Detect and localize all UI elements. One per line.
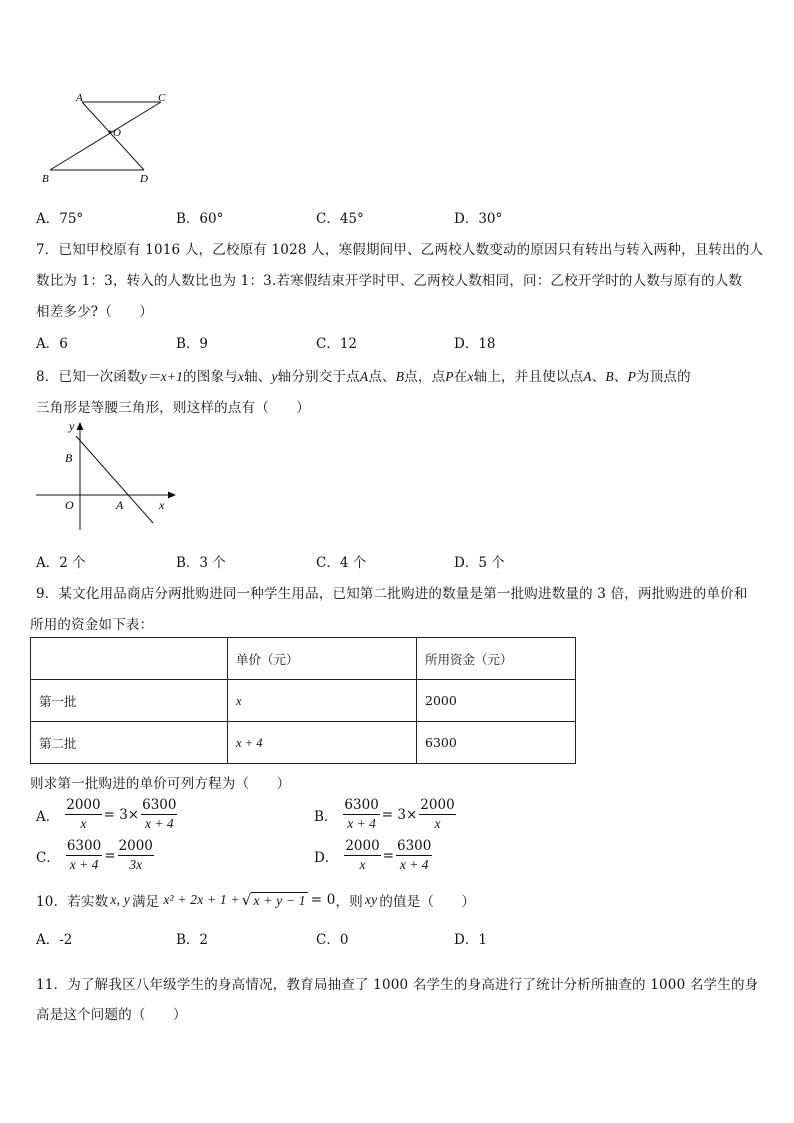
- q9-after-text: 则求第一批购进的单价可列方程为（ ）: [30, 776, 291, 792]
- table-cell: 2000: [417, 680, 576, 722]
- q7-text-line2: 数比为 1：3，转入的人数比也为 1：3.若寒假结束开学时甲、乙两校人数相同，问：乙校开学时的人数与原有的人数: [36, 273, 743, 289]
- q7-option-d[interactable]: D．18: [454, 336, 496, 352]
- q11-text-line2: 高是这个问题的（ ）: [36, 1007, 187, 1023]
- q10-option-c[interactable]: C．0: [316, 932, 349, 948]
- q6-label-O: O: [113, 127, 121, 139]
- q11-text-line1: 11．为了解我区八年级学生的身高情况，教育局抽查了 1000 名学生的身高进行了统计分析所抽查的 1000 名学生的身: [36, 977, 759, 993]
- q6-label-A: A: [76, 92, 83, 104]
- q10-option-a[interactable]: A．-2: [36, 932, 73, 948]
- q10-option-b[interactable]: B．2: [176, 932, 209, 948]
- q9-option-c[interactable]: C． $\frac{6300}{x + 4}$ = $\frac{2000}{3x}$: [36, 838, 153, 872]
- table-cell: 第一批: [31, 680, 228, 722]
- q6-option-d[interactable]: D．30°: [454, 211, 503, 227]
- q9-option-a[interactable]: A． $\frac{2000}{x}$ = 3× $\frac{6300}{x + 4}$: [36, 797, 177, 831]
- q7-option-a[interactable]: A．6: [36, 336, 68, 352]
- q7-text-line1: 7．已知甲校原有 1016 人，乙校原有 1028 人，寒假期间甲、乙两校人数变动的原因只有转出与转入两种，且转出的人: [36, 242, 764, 258]
- q8-label-A: A: [116, 498, 124, 512]
- q9-price-table: [30, 637, 576, 764]
- q6-option-a[interactable]: A．75°: [36, 211, 84, 227]
- table-cell: 第二批: [31, 722, 228, 764]
- table-cell: x + 4: [228, 722, 417, 764]
- q8-function-graph: [36, 420, 176, 530]
- q6-label-C: C: [158, 92, 166, 104]
- q8-text-line1: 8．已知一次函数y＝x+1的图象与x轴、y轴分别交于点A点、B点，点P在x轴上，并且使以点A、B、P为顶点的: [36, 369, 691, 385]
- table-cell: 6300: [417, 722, 576, 764]
- q9-text-line2: 所用的资金如下表：: [30, 617, 154, 633]
- q8-text-line2: 三角形是等腰三角形，则这样的点有（ ）: [36, 400, 310, 416]
- q9-option-b[interactable]: B． $\frac{6300}{x + 4}$ = 3× $\frac{2000}{x}$: [314, 797, 455, 831]
- q8-label-y: y: [69, 420, 75, 433]
- sqrt-sign-icon: √: [241, 891, 252, 909]
- q8-label-B: B: [65, 451, 73, 465]
- table-row: [31, 722, 576, 764]
- q9-option-d[interactable]: D． $\frac{2000}{x}$ = $\frac{6300}{x + 4}$: [314, 838, 432, 872]
- q6-option-c[interactable]: C．45°: [316, 211, 364, 227]
- q6-option-b[interactable]: B．60°: [176, 211, 224, 227]
- q8-label-x: x: [159, 498, 165, 512]
- table-header-cell: [31, 638, 228, 680]
- table-header-cell: 单价（元）: [228, 638, 417, 680]
- q8-option-c[interactable]: C．4 个: [316, 555, 367, 571]
- table-row: [31, 680, 576, 722]
- table-cell: x: [228, 680, 417, 722]
- q10-text: 10．若实数 x, y 满足 x² + 2x + 1 + √ x + y − 1 = 0 ，则 xy 的值是（ ）: [36, 891, 476, 910]
- q8-option-d[interactable]: D．5 个: [454, 555, 505, 571]
- q8-option-b[interactable]: B．3 个: [176, 555, 226, 571]
- q10-option-d[interactable]: D．1: [454, 932, 487, 948]
- q7-text-line3: 相差多少?（ ）: [36, 304, 154, 320]
- q6-geometry-figure: [38, 90, 178, 185]
- q7-option-b[interactable]: B．9: [176, 336, 209, 352]
- q7-option-c[interactable]: C．12: [316, 336, 358, 352]
- q9-text-line1: 9．某文化用品商店分两批购进同一种学生用品，已知第二批购进的数量是第一批购进数量的 3 倍，两批购进的单价和: [36, 586, 748, 602]
- table-header-cell: 所用资金（元）: [417, 638, 576, 680]
- table-header-row: [31, 638, 576, 680]
- q6-label-B: B: [42, 173, 49, 185]
- q8-label-O: O: [65, 498, 74, 512]
- q8-option-a[interactable]: A．2 个: [36, 555, 86, 571]
- q6-label-D: D: [140, 173, 148, 185]
